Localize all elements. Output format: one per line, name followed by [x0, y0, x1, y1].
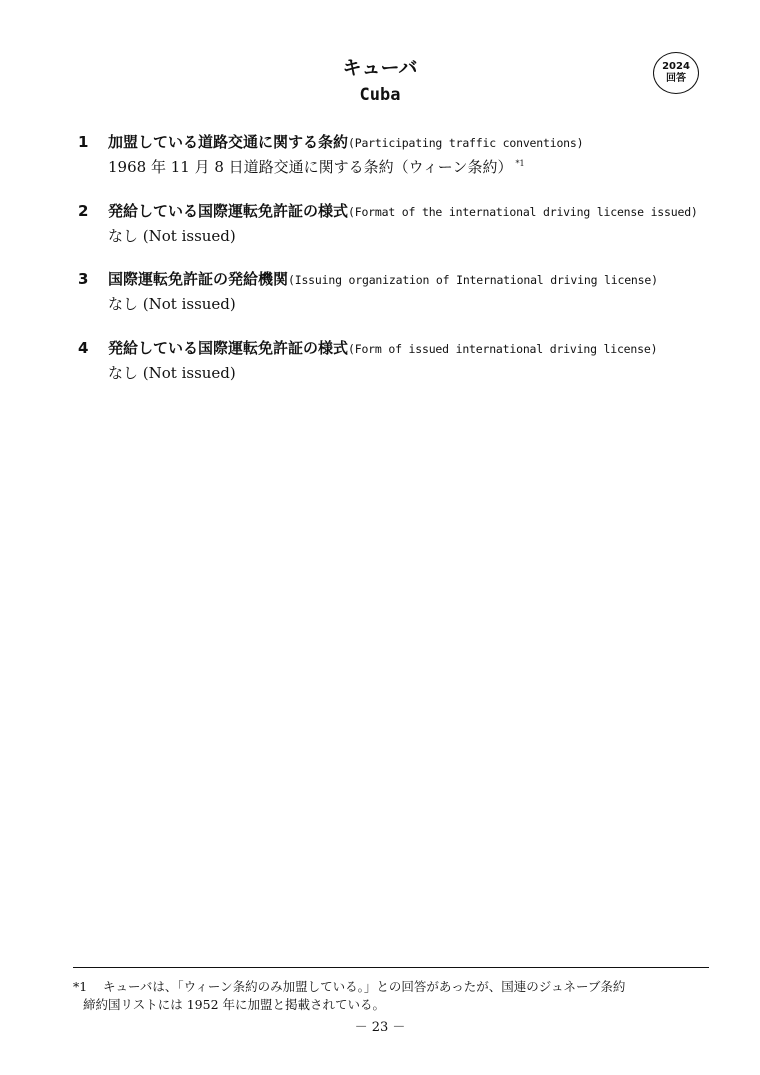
footnote-reference: *1 — [515, 159, 525, 168]
section-title-ja: 加盟している道路交通に関する条約 — [108, 133, 349, 151]
footnote-divider — [73, 967, 709, 968]
section-title-en: (Participating traffic conventions) — [348, 136, 584, 150]
year-response-badge — [653, 52, 699, 94]
section-title-en: (Issuing organization of International driving license) — [288, 273, 658, 287]
section-number: 2 — [78, 202, 89, 220]
badge-year: 2024 — [662, 61, 690, 72]
footnote-text-line2: 締約国リストには 1952 年に加盟と掲載されている。 — [83, 997, 386, 1012]
section-issuing-organization — [78, 268, 728, 314]
section-value: なし (Not issued) — [108, 364, 236, 382]
section-license-form — [78, 337, 728, 383]
footnote-text-line1: キューバは、「ウィーン条約のみ加盟している。」との回答があったが、国連のジュネーブ条約 — [103, 979, 626, 994]
page-number: － 23 － — [354, 1020, 406, 1035]
section-value: なし (Not issued) — [108, 295, 236, 313]
section-value: なし (Not issued) — [108, 227, 236, 245]
section-title-en: (Format of the international driving license issued) — [348, 205, 698, 219]
section-title-ja: 発給している国際運転免許証の様式 — [108, 202, 349, 220]
section-number: 4 — [78, 339, 89, 357]
page-title: キューバ — [342, 57, 418, 79]
footnote — [73, 978, 713, 1014]
page-subtitle: Cuba — [359, 85, 401, 105]
section-number: 1 — [78, 133, 89, 151]
section-participating-conventions — [78, 131, 728, 177]
section-title-ja: 国際運転免許証の発給機関 — [108, 270, 289, 288]
footnote-mark: *1 — [73, 979, 88, 994]
section-number: 3 — [78, 270, 89, 288]
badge-label: 回答 — [666, 73, 686, 84]
section-value: 1968 年 11 月 8 日道路交通に関する条約（ウィーン条約） — [108, 158, 513, 176]
section-license-format — [78, 200, 728, 246]
section-title-en: (Form of issued international driving license) — [348, 342, 658, 356]
section-title-ja: 発給している国際運転免許証の様式 — [108, 339, 349, 357]
